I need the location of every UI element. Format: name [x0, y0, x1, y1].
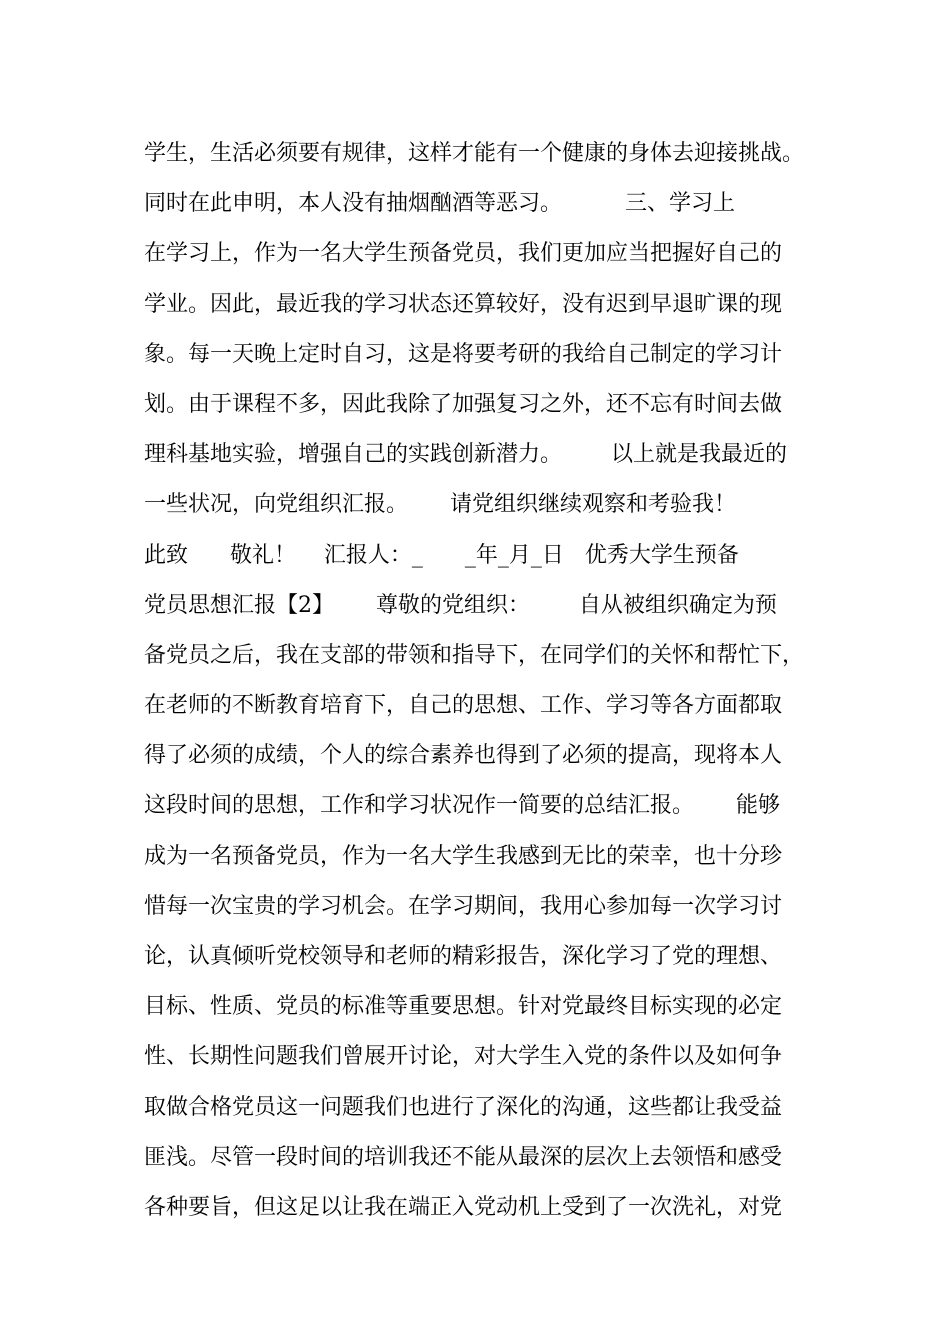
text-line: 目标、性质、党员的标准等重要思想。针对党最终目标实现的必定	[144, 994, 783, 1020]
text-line: 取做合格党员这一问题我们也进行了深化的沟通，这些都让我受益	[144, 1094, 783, 1120]
text-line: 学业。因此，最近我的学习状态还算较好，没有迟到早退旷课的现	[144, 291, 783, 317]
text-line: 理科基地实验，增强自己的实践创新潜力。 以上就是我最近的	[144, 442, 787, 468]
text-line: 学生，生活必须要有规律，这样才能有一个健康的身体去迎接挑战。	[144, 141, 805, 166]
text-line: 同时在此申明，本人没有抽烟酗酒等恶习。 三、学习上	[144, 191, 735, 217]
text-line: 性、长期性问题我们曾展开讨论，对大学生入党的条件以及如何争	[144, 1044, 783, 1070]
text-line: 此致 敬礼！ 汇报人：_ _年_月_日 优秀大学生预备	[144, 542, 739, 568]
text-line: 一些状况，向党组织汇报。 请党组织继续观察和考验我！	[144, 492, 736, 518]
text-line: 备党员之后，我在支部的带领和指导下，在同学们的关怀和帮忙下，	[144, 642, 805, 668]
text-line: 这段时间的思想，工作和学习状况作一简要的总结汇报。 能够	[144, 793, 780, 819]
text-line: 得了必须的成绩，个人的综合素养也得到了必须的提高，现将本人	[144, 743, 783, 769]
document-text	[144, 129, 824, 1233]
text-line: 各种要旨，但这足以让我在端正入党动机上受到了一次洗礼，对党	[144, 1194, 783, 1220]
text-line: 象。每一天晚上定时自习，这是将要考研的我给自己制定的学习计	[144, 341, 783, 367]
text-line: 匪浅。尽管一段时间的培训我还不能从最深的层次上去领悟和感受	[144, 1144, 783, 1170]
text-line: 惜每一次宝贵的学习机会。在学习期间，我用心参加每一次学习讨	[144, 893, 783, 919]
text-line: 论，认真倾听党校领导和老师的精彩报告，深化学习了党的理想、	[144, 944, 783, 969]
text-line: 成为一名预备党员，作为一名大学生我感到无比的荣幸，也十分珍	[144, 843, 783, 869]
text-line: 在学习上，作为一名大学生预备党员，我们更加应当把握好自己的	[144, 241, 783, 267]
text-line: 在老师的不断教育培育下，自己的思想、工作、学习等各方面都取	[144, 693, 783, 719]
text-line: 党员思想汇报【2】 尊敬的党组织： 自从被组织确定为预	[144, 592, 777, 618]
text-line: 划。由于课程不多，因此我除了加强复习之外，还不忘有时间去做	[144, 391, 783, 417]
